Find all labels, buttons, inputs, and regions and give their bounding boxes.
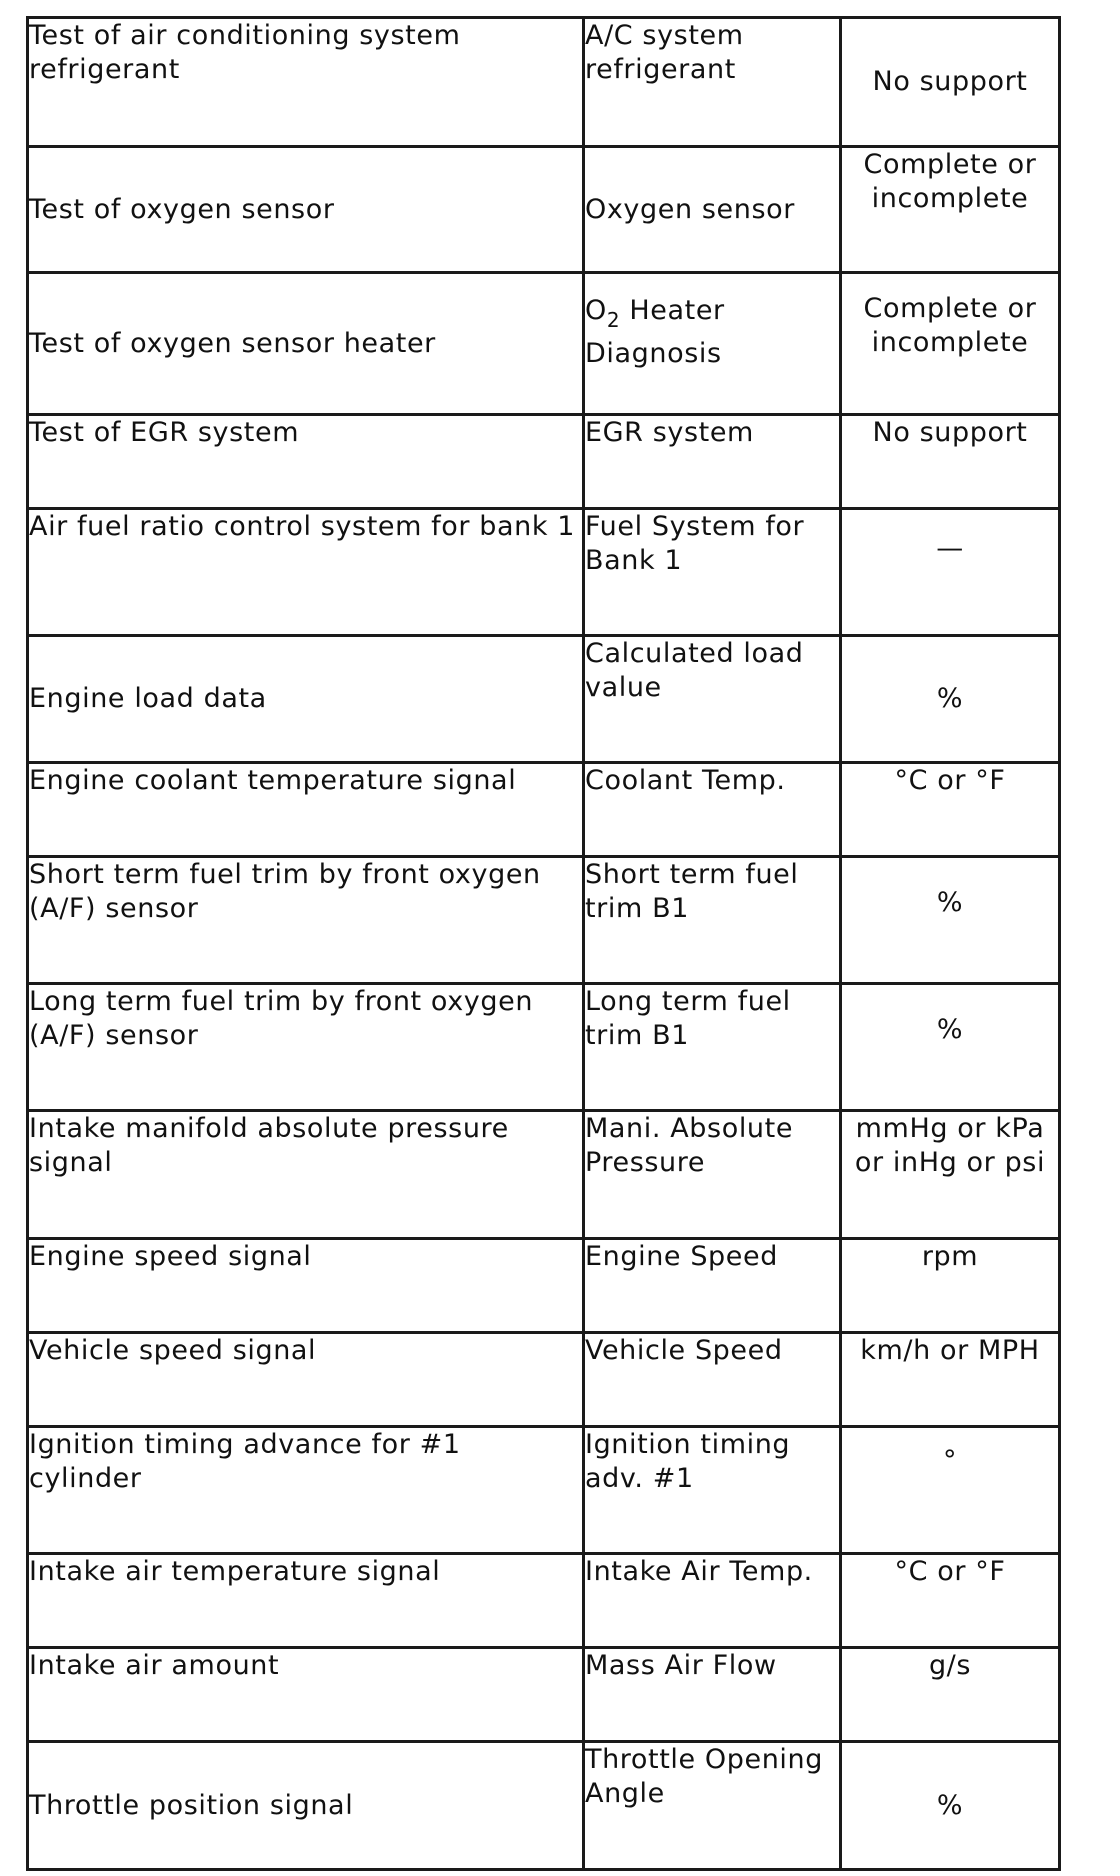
- display-cell: Calculated load value: [584, 636, 841, 763]
- unit-cell: °C or °F: [841, 763, 1060, 857]
- display-line2: Diagnosis: [585, 338, 722, 369]
- item-cell: Long term fuel trim by front oxygen (A/F) sensor: [28, 984, 584, 1111]
- display-main: O: [585, 295, 607, 326]
- unit-cell: %: [841, 984, 1060, 1111]
- item-cell: Engine coolant temperature signal: [28, 763, 584, 857]
- unit-cell: %: [841, 857, 1060, 984]
- display-cell: EGR system: [584, 415, 841, 509]
- table-row: [28, 147, 1060, 273]
- display-cell: Mass Air Flow: [584, 1648, 841, 1742]
- display-cell: Vehicle Speed: [584, 1333, 841, 1427]
- unit-cell: Complete or incomplete: [841, 273, 1060, 415]
- display-rest: Heater: [620, 295, 725, 326]
- item-cell: Short term fuel trim by front oxygen (A/F) sensor: [28, 857, 584, 984]
- display-cell: [584, 273, 841, 415]
- unit-cell: °: [841, 1427, 1060, 1554]
- item-cell: Engine load data: [28, 636, 584, 763]
- data-table: [26, 16, 1061, 1871]
- display-cell: Long term fuel trim B1: [584, 984, 841, 1111]
- unit-cell: km/h or MPH: [841, 1333, 1060, 1427]
- item-cell: Air fuel ratio control system for bank 1: [28, 509, 584, 636]
- table-row: [28, 1554, 1060, 1648]
- item-cell: Vehicle speed signal: [28, 1333, 584, 1427]
- table-row: [28, 18, 1060, 147]
- item-cell: Intake air amount: [28, 1648, 584, 1742]
- table-row: [28, 763, 1060, 857]
- table-row: [28, 1111, 1060, 1239]
- unit-cell: rpm: [841, 1239, 1060, 1333]
- item-cell: Intake air temperature signal: [28, 1554, 584, 1648]
- item-cell: Throttle position signal: [28, 1742, 584, 1870]
- display-cell: Mani. Absolute Pressure: [584, 1111, 841, 1239]
- display-cell: Coolant Temp.: [584, 763, 841, 857]
- table-row: [28, 415, 1060, 509]
- table-row: [28, 1333, 1060, 1427]
- display-cell: Short term fuel trim B1: [584, 857, 841, 984]
- display-cell: A/C system refrigerant: [584, 18, 841, 147]
- table-row: [28, 273, 1060, 415]
- display-cell: Engine Speed: [584, 1239, 841, 1333]
- table-row: [28, 984, 1060, 1111]
- unit-cell: g/s: [841, 1648, 1060, 1742]
- table-row: [28, 1239, 1060, 1333]
- item-cell: Test of EGR system: [28, 415, 584, 509]
- item-cell: Test of oxygen sensor: [28, 147, 584, 273]
- table-row: [28, 1427, 1060, 1554]
- item-cell: Engine speed signal: [28, 1239, 584, 1333]
- display-subscript: 2: [606, 308, 621, 332]
- unit-cell: %: [841, 1742, 1060, 1870]
- unit-cell: No support: [841, 415, 1060, 509]
- unit-cell: °C or °F: [841, 1554, 1060, 1648]
- item-cell: Test of air conditioning system refrigerant: [28, 18, 584, 147]
- unit-cell: mmHg or kPa or inHg or psi: [841, 1111, 1060, 1239]
- table-row: [28, 636, 1060, 763]
- unit-cell: %: [841, 636, 1060, 763]
- item-cell: Intake manifold absolute pressure signal: [28, 1111, 584, 1239]
- table-row: [28, 1648, 1060, 1742]
- table-row: [28, 509, 1060, 636]
- unit-cell: No support: [841, 18, 1060, 147]
- unit-cell: Complete or incomplete: [841, 147, 1060, 273]
- item-cell: Ignition timing advance for #1 cylinder: [28, 1427, 584, 1554]
- display-cell: Oxygen sensor: [584, 147, 841, 273]
- display-cell: Fuel System for Bank 1: [584, 509, 841, 636]
- display-cell: Intake Air Temp.: [584, 1554, 841, 1648]
- unit-cell: —: [841, 509, 1060, 636]
- display-cell: Ignition timing adv. #1: [584, 1427, 841, 1554]
- table-row: [28, 1742, 1060, 1870]
- item-cell: Test of oxygen sensor heater: [28, 273, 584, 415]
- table-row: [28, 857, 1060, 984]
- display-cell: Throttle Opening Angle: [584, 1742, 841, 1870]
